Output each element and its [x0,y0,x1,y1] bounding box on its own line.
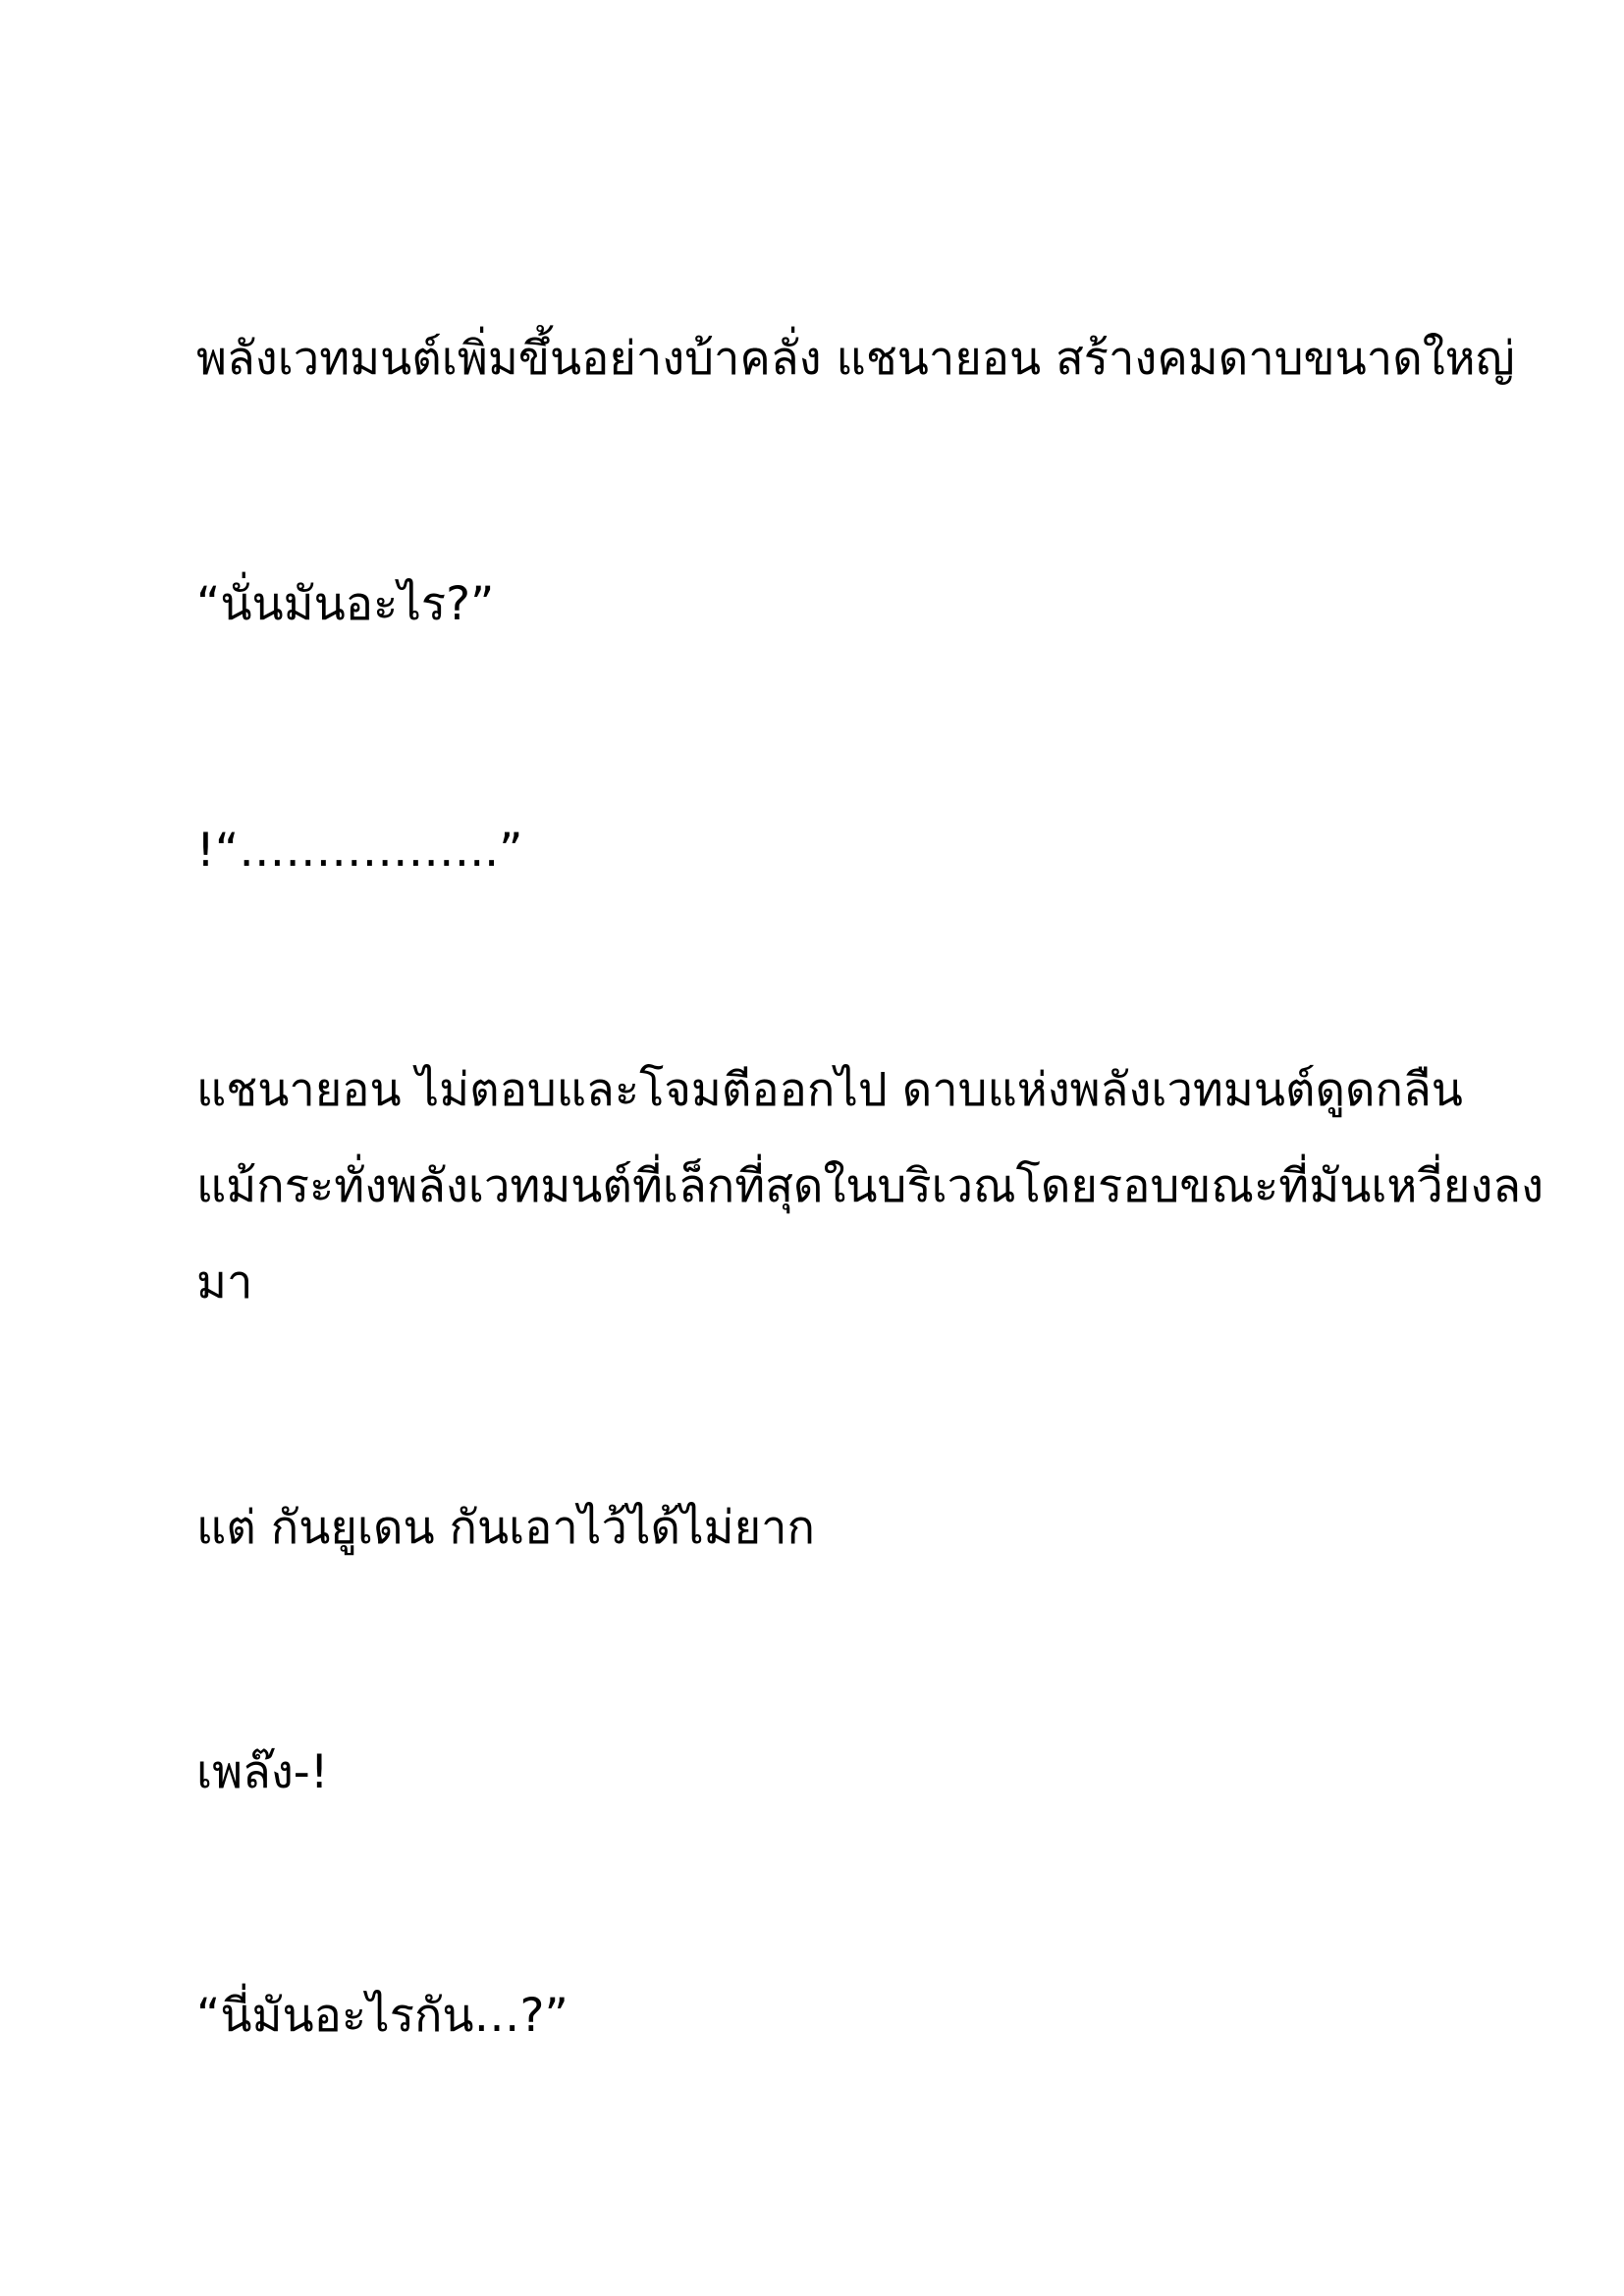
text-line: พลังเวทมนต์เพิ่มขึ้นอย่างบ้าคลั่ง แชนายอน สร้างคมดาบขนาดใหญ่ [196,332,1515,386]
paragraph-1 [196,311,1515,407]
paragraph-5 [196,1480,1473,1576]
paragraph-3 [196,803,1473,899]
text-line: แต่ กันยูเดน กันเอาไว้ได้ไม่ยาก [196,1501,816,1555]
text-line: เพล๊ง-! [196,1745,329,1799]
paragraph-7 [196,1968,1473,2064]
text-line: แม้กระทั่งพลังเวทมนต์ที่เล็กที่สุดในบริเวณโดยรอบขณะที่มันเหวี่ยงลง [196,1159,1544,1213]
paragraph-2 [196,557,1473,653]
text-line: มา [196,1255,253,1309]
paragraph-6 [196,1725,1473,1821]
paragraph-4 [196,1042,1544,1331]
text-line: แชนายอน ไม่ตอบและโจมตีออกไป ดาบแห่งพลังเวทมนต์ดูดกลืน [196,1063,1463,1117]
text-line: “นี่มันอะไรกัน…?” [196,1989,568,2043]
text-line: “นั่นมันอะไร?” [196,577,495,631]
text-line: !“……………..” [196,824,523,878]
